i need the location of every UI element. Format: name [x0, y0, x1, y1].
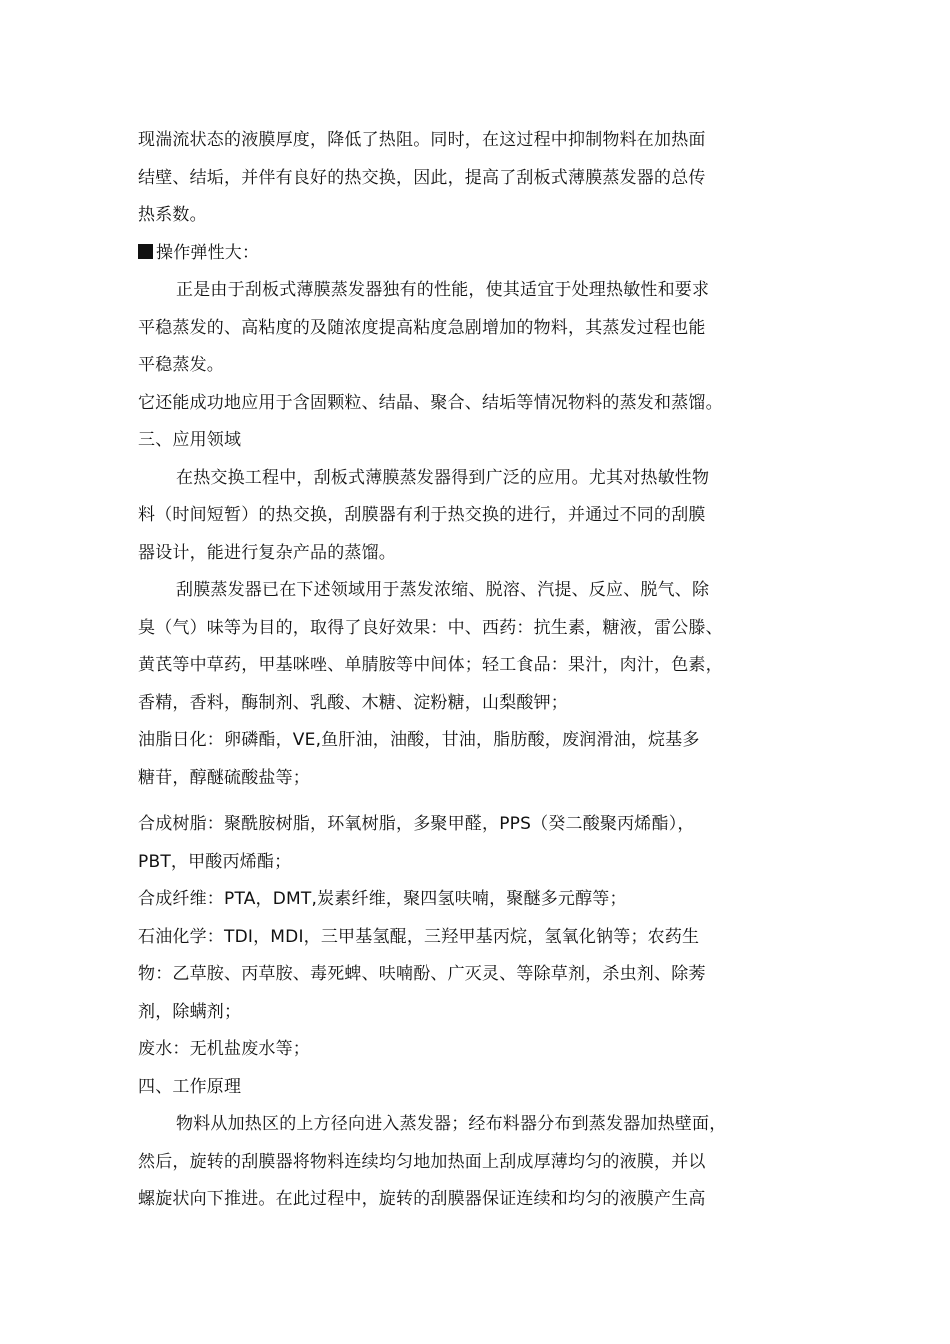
text-line: 合成树脂：聚酰胺树脂，环氧树脂，多聚甲醛，PPS（癸二酸聚丙烯酯）， — [138, 814, 695, 834]
text-line: 油脂日化：卵磷酯，VE,鱼肝油，油酸，甘油，脂肪酸，废润滑油，烷基多 — [138, 730, 700, 750]
text-line: 料（时间短暂）的热交换，刮膜器有利于热交换的进行，并通过不同的刮膜 — [138, 505, 706, 525]
text-line: 结壁、结垢，并伴有良好的热交换，因此，提高了刮板式薄膜蒸发器的总传 — [138, 167, 706, 188]
text-line: 物料从加热区的上方径向进入蒸发器；经布料器分布到蒸发器加热壁面， — [176, 1114, 727, 1134]
text-line: 香精，香料，酶制剂、乳酸、木糖、淀粉糖，山梨酸钾； — [138, 692, 568, 713]
text-line: PBT，甲酸丙烯酯； — [138, 851, 292, 872]
text-line: 臭（气）味等为目的，取得了良好效果：中、西药：抗生素，糖液，雷公滕、 — [138, 617, 723, 638]
text-line: 糖苷，醇醚硫酸盐等； — [138, 767, 310, 788]
text-line: 平稳蒸发。 — [138, 355, 224, 375]
text-line: 剂，除螨剂； — [138, 1001, 242, 1022]
square-bullet-icon — [138, 244, 153, 259]
text-line: 螺旋状向下推进。在此过程中，旋转的刮膜器保证连续和均匀的液膜产生高 — [138, 1189, 706, 1209]
text-line: 黄芪等中草药，甲基咪唑、单腈胺等中间体；轻工食品：果汁，肉汁，色素， — [138, 655, 723, 675]
text-line: 废水：无机盐废水等； — [138, 1039, 310, 1059]
text-line: 然后，旋转的刮膜器将物料连续均匀地加热面上刮成厚薄均匀的液膜，并以 — [138, 1151, 706, 1172]
section-heading: 三、应用领域 — [138, 430, 242, 450]
text-line: 物：乙草胺、丙草胺、毒死蜱、呋喃酚、广灭灵、等除草剂，杀虫剂、除莠 — [138, 964, 706, 984]
text-line: 正是由于刮板式薄膜蒸发器独有的性能，使其适宜于处理热敏性和要求 — [176, 280, 710, 300]
document-page — [138, 122, 788, 1219]
text-line: 器设计，能进行复杂产品的蒸馏。 — [138, 542, 396, 563]
bullet-heading-text: 操作弹性大： — [156, 242, 260, 263]
text-line: 平稳蒸发的、高粘度的及随浓度提高粘度急剧增加的物料，其蒸发过程也能 — [138, 317, 706, 338]
bullet-heading — [138, 235, 788, 273]
text-line: 现湍流状态的液膜厚度，降低了热阻。同时，在这过程中抑制物料在加热面 — [138, 130, 706, 150]
section-heading: 四、工作原理 — [138, 1076, 242, 1097]
text-line: 石油化学：TDI，MDI，三甲基氢醌，三羟甲基丙烷，氢氧化钠等；农药生 — [138, 926, 700, 947]
text-line: 刮膜蒸发器已在下述领域用于蒸发浓缩、脱溶、汽提、反应、脱气、除 — [176, 580, 710, 600]
text-line: 合成纤维：PTA，DMT,炭素纤维，聚四氢呋喃，聚醚多元醇等； — [138, 889, 627, 909]
text-line: 热系数。 — [138, 205, 207, 225]
text-line: 它还能成功地应用于含固颗粒、结晶、聚合、结垢等情况物料的蒸发和蒸馏。 — [138, 392, 723, 413]
text-line: 在热交换工程中，刮板式薄膜蒸发器得到广泛的应用。尤其对热敏性物 — [176, 467, 710, 488]
